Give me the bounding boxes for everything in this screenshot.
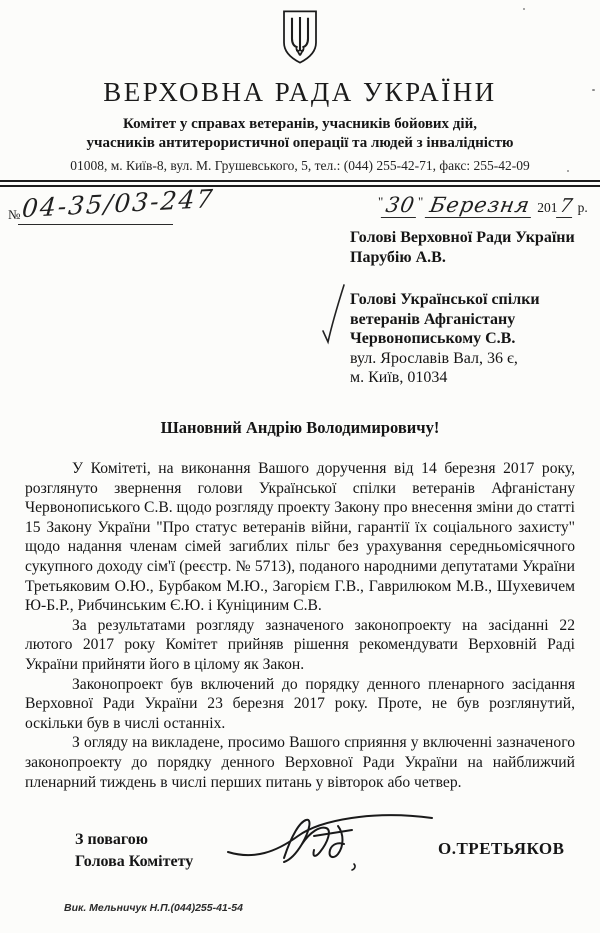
closing-block (75, 829, 193, 873)
closing-respectfully: З повагою (75, 831, 148, 848)
committee-line-2: учасників антитерористичної операції та людей з інвалідністю (86, 135, 514, 151)
letterhead-address: 01008, м. Київ-8, вул. М. Грушевського, 5, тел.: (044) 255-42-71, факс: 255-42-09 (70, 158, 530, 173)
handwritten-checkmark-icon (320, 282, 348, 354)
date-open-quote: " (378, 194, 384, 209)
body-paragraph-4: З огляду на викладене, просимо Вашого сприяння у включенні зазначеного законопроекту до порядку денного Верховної Ради України на найближчий пленарний тиждень в числі перших питань у вівторок або четвер. (25, 734, 575, 791)
body-paragraph-3: Законопроект був включений до порядку денного пленарного засідання Верховної Ради України 23 березня 2017 року. Проте, не був розглянутий, оскільки був в числі останніх. (25, 675, 575, 732)
reference-underline (18, 224, 173, 225)
recipient2-city: м. Київ, 01034 (350, 369, 448, 386)
executor-line: Вик. Мельничук Н.П.(044)255-41-54 (64, 902, 243, 914)
handwritten-month: Березня (425, 193, 535, 218)
body-paragraph-1: У Комітеті, на виконання Вашого доручення від 14 березня 2017 року, розглянуто звернення голови Української спілки ветеранів Афганістану Червонописького С.В. щодо розгляду проекту Закону про внесення зміни до статті 15 Закону України "Про статус ветеранів війни, гарантії їх соціального захисту" щодо надання членам сімей загиблих пільг без урахування середньомісячного сукупного доходу сім'ї (реєстр. № 5713), поданого народними депутатами України Третьяковим О.Ю., Бурбаком М.Ю., Загорієм Г.В., Гаврилюком М.В., Шухевичем Ю-Б.Р., Рибчинським Є.Ю. і Куніциним С.В. (25, 460, 575, 615)
year-suffix: р. (577, 200, 588, 215)
handwritten-day: 30 (381, 193, 420, 218)
handwritten-reference-number: 04-35/03-247 (20, 183, 216, 224)
letter-body (25, 459, 575, 792)
scan-speck (523, 8, 525, 10)
letterhead-divider (0, 180, 600, 187)
scan-speck (592, 89, 595, 91)
committee-line-1: Комітет у справах ветеранів, учасників бойових дій, (123, 116, 477, 132)
handwritten-signature-icon (224, 806, 438, 872)
date-group (378, 193, 588, 218)
recipient2-name: Червонопиському С.В. (350, 330, 516, 347)
organization-title: ВЕРХОВНА РАДА УКРАЇНИ (103, 77, 497, 107)
tryzub-coat-of-arms-icon (274, 9, 326, 65)
number-sign-label: № (8, 207, 21, 222)
recipient-gap (350, 267, 575, 290)
recipient1-title: Голові Верховної Ради України (350, 229, 575, 246)
scan-speck (567, 170, 569, 172)
recipient1-name: Парубію А.В. (350, 248, 446, 266)
recipient2-title-line1: Голові Української спілки (350, 291, 540, 308)
recipient2-title-line2: ветеранів Афганістану (350, 310, 516, 328)
date-close-quote: " (418, 194, 424, 209)
handwritten-year-digit: 7 (556, 195, 576, 218)
recipient2-street: вул. Ярославів Вал, 36 є, (350, 349, 518, 367)
printed-year-prefix: 201 (537, 200, 558, 215)
salutation: Шановний Андрію Володимировичу! (160, 418, 440, 437)
body-paragraph-2: За результатами розгляду зазначеного законопроекту на засіданні 22 лютого 2017 року Комітет прийняв рішення рекомендувати Верховній Раді України прийняти його в цілому як Закон. (25, 616, 575, 673)
recipient-block (350, 228, 575, 388)
committee-name (0, 115, 600, 153)
closing-position: Голова Комітету (75, 853, 194, 870)
signer-name: О.ТРЕТЬЯКОВ (438, 839, 565, 858)
